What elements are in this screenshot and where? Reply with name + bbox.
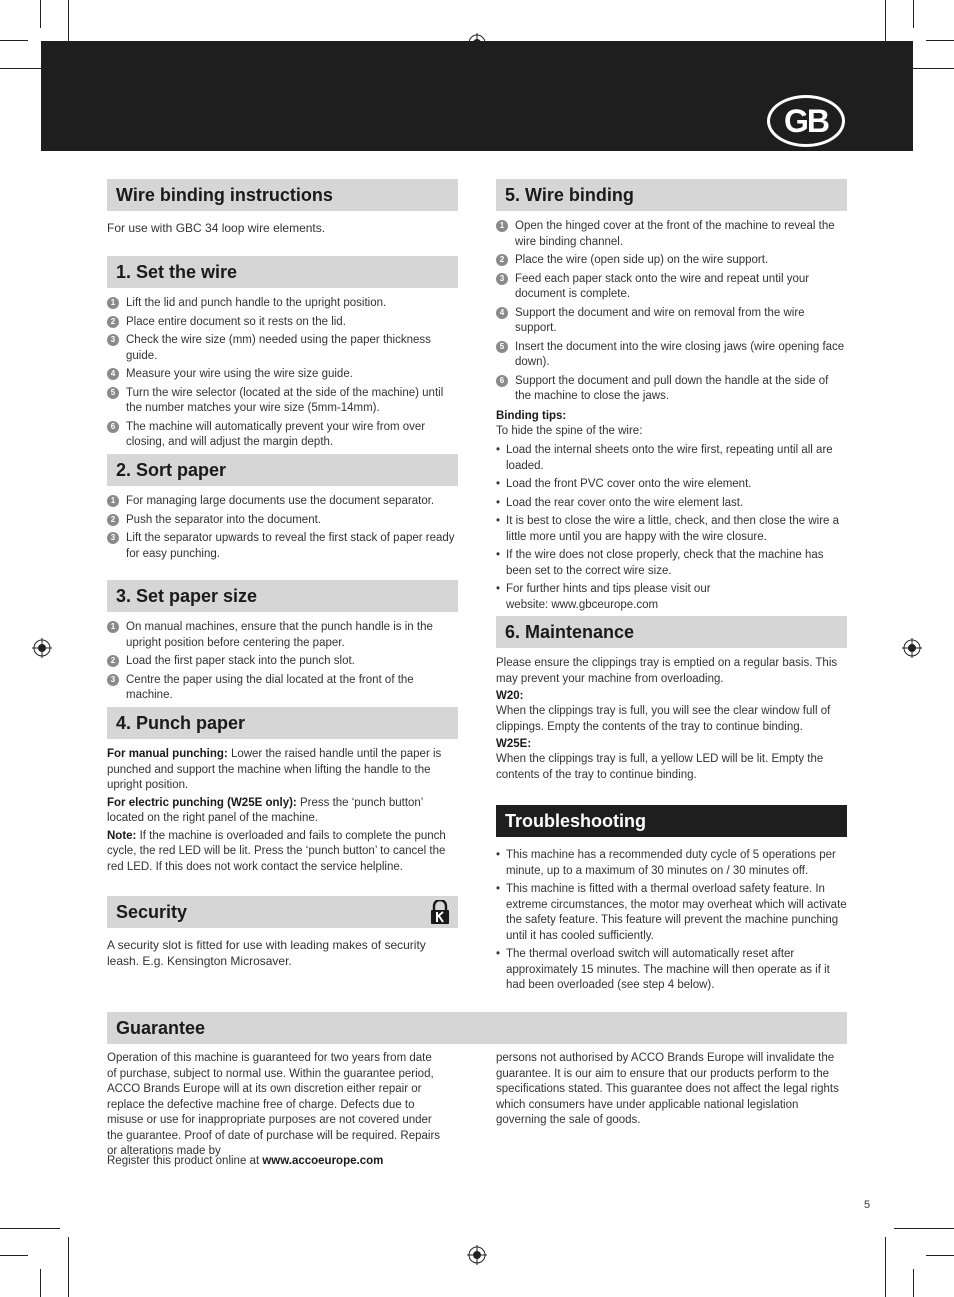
crop-mark xyxy=(40,0,41,28)
crop-mark xyxy=(0,1255,28,1256)
step-1-icon: 1 xyxy=(107,297,119,309)
section-sort-paper xyxy=(107,454,458,565)
crop-mark xyxy=(913,1269,914,1297)
manual-punching-text: For manual punching: Lower the raised handle until the paper is punched and support the machine when lifting the handle to the upright position. xyxy=(107,748,442,791)
crop-mark xyxy=(40,1269,41,1297)
crop-mark xyxy=(0,1228,60,1229)
country-badge: GB xyxy=(767,95,845,147)
w25e-label: W25E: xyxy=(496,738,532,750)
step-item: 6 Support the document and pull down the handle at the side of the machine to close the jaws. xyxy=(496,374,847,405)
step-list xyxy=(107,296,458,451)
step-6-icon: 6 xyxy=(107,421,119,433)
note-text: Note: If the machine is overloaded and fails to complete the punch cycle, the red LED will be lit. Press the ‘punch button’ to cancel the red LED. If this does not work contact the service helpline. xyxy=(107,829,446,873)
section-heading: Guarantee xyxy=(107,1012,847,1044)
section-heading: Troubleshooting xyxy=(496,805,847,837)
step-3-icon: 3 xyxy=(107,334,119,346)
list-item: • If the wire does not close properly, check that the machine has been set to the correct wire size. xyxy=(496,548,847,579)
section-heading: Security xyxy=(107,896,458,928)
step-4-icon: 4 xyxy=(496,307,508,319)
step-item: 3 Centre the paper using the dial located at the front of the machine. xyxy=(107,673,458,704)
intro-text: For use with GBC 34 loop wire elements. xyxy=(107,221,326,235)
step-item: 1 For managing large documents use the document separator. xyxy=(107,494,458,510)
maintenance-intro: Please ensure the clippings tray is emptied on a regular basis. This may prevent your machine from overloading. xyxy=(496,657,838,685)
step-list xyxy=(107,494,458,562)
register-text: Register this product online at www.accoeurope.com xyxy=(107,1155,384,1167)
step-item: 2 Place the wire (open side up) on the wire support. xyxy=(496,253,847,269)
left-column xyxy=(107,179,458,237)
section-wire-binding xyxy=(496,179,847,616)
kensington-lock-icon xyxy=(430,900,450,924)
step-2-icon: 2 xyxy=(107,316,119,328)
section-punch-paper xyxy=(107,707,458,877)
register-link[interactable]: www.accoeurope.com xyxy=(262,1155,384,1167)
section-heading: 2. Sort paper xyxy=(107,454,458,486)
step-1-icon: 1 xyxy=(107,495,119,507)
w20-label: W20: xyxy=(496,690,524,702)
security-text: A security slot is fitted for use with leading makes of security leash. E.g. Kensington Microsaver. xyxy=(107,938,426,968)
list-item: • Load the rear cover onto the wire element last. xyxy=(496,496,847,512)
section-heading: Wire binding instructions xyxy=(107,179,458,211)
list-item: • The thermal overload switch will automatically reset after approximately 15 minutes. The machine will then operate as if it had been overloaded (see step 4 below). xyxy=(496,947,847,994)
crop-mark xyxy=(894,1228,954,1229)
step-2-icon: 2 xyxy=(496,254,508,266)
list-item: • It is best to close the wire a little, check, and then close the wire a little more until you are happy with the wire closure. xyxy=(496,514,847,545)
step-list xyxy=(496,219,847,405)
troubleshooting-list xyxy=(496,848,847,994)
step-item: 2 Push the separator into the document. xyxy=(107,513,458,529)
section-troubleshooting xyxy=(496,805,847,997)
section-heading: 6. Maintenance xyxy=(496,616,847,648)
step-list xyxy=(107,620,458,704)
crop-mark xyxy=(68,1237,69,1297)
crop-mark xyxy=(926,1255,954,1256)
section-maintenance xyxy=(496,616,847,785)
crop-mark xyxy=(885,1237,886,1297)
page-number: 5 xyxy=(864,1199,871,1211)
w20-text: When the clippings tray is full, you will see the clear window full of clippings. Empty the contents of the tray to continue binding. xyxy=(496,705,831,733)
crop-mark xyxy=(0,40,28,41)
section-heading: 1. Set the wire xyxy=(107,256,458,288)
step-item: 3 Lift the separator upwards to reveal the first stack of paper ready for easy punching. xyxy=(107,531,458,562)
crop-mark xyxy=(913,0,914,28)
section-heading: 5. Wire binding xyxy=(496,179,847,211)
step-item: 4 Measure your wire using the wire size guide. xyxy=(107,367,458,383)
step-item: 3 Check the wire size (mm) needed using the paper thickness guide. xyxy=(107,333,458,364)
guarantee-text-right: persons not authorised by ACCO Brands Europe will invalidate the guarantee. It is our aim to ensure that our products perform to the specifications stated. This guarantee does not affect the legal rights which consumers have under applicable national legislation governing the sale of goods. xyxy=(496,1052,839,1126)
list-item: • Load the internal sheets onto the wire first, repeating until all are loaded. xyxy=(496,443,847,474)
section-heading: 4. Punch paper xyxy=(107,707,458,739)
step-item: 1 Lift the lid and punch handle to the upright position. xyxy=(107,296,458,312)
list-item: • For further hints and tips please visit our website: www.gbceurope.com xyxy=(496,582,847,613)
electric-punching-text: For electric punching (W25E only): Press the ‘punch button’ located on the right panel of the machine. xyxy=(107,796,423,824)
list-item: • This machine has a recommended duty cycle of 5 operations per minute, up to a maximum of 30 minutes on / 30 minutes off. xyxy=(496,848,847,879)
registration-mark-icon xyxy=(467,1245,487,1265)
step-item: 1 Open the hinged cover at the front of the machine to reveal the wire binding channel. xyxy=(496,219,847,250)
section-guarantee xyxy=(107,1012,847,1044)
binding-tips-label: Binding tips: xyxy=(496,409,567,422)
step-item: 5 Turn the wire selector (located at the side of the machine) until the number matches your wire size (5mm-14mm). xyxy=(107,386,458,417)
registration-mark-icon xyxy=(902,638,922,658)
step-item: 5 Insert the document into the wire closing jaws (wire opening face down). xyxy=(496,340,847,371)
step-item: 2 Load the first paper stack into the punch slot. xyxy=(107,654,458,670)
step-item: 2 Place entire document so it rests on the lid. xyxy=(107,315,458,331)
registration-mark-icon xyxy=(32,638,52,658)
step-item: 4 Support the document and wire on removal from the wire support. xyxy=(496,306,847,337)
section-security xyxy=(107,896,458,969)
step-3-icon: 3 xyxy=(496,273,508,285)
list-item: • This machine is fitted with a thermal overload safety feature. In extreme circumstances, the motor may overheat which will activate the safety feature. This feature will prevent the machine punching until it has cooled sufficiently. xyxy=(496,882,847,944)
header-banner xyxy=(41,41,913,151)
step-item: 6 The machine will automatically prevent your wire from over closing, and will adjust the margin depth. xyxy=(107,420,458,451)
step-2-icon: 2 xyxy=(107,514,119,526)
step-5-icon: 5 xyxy=(107,387,119,399)
guarantee-text-left: Operation of this machine is guaranteed for two years from date of purchase, subject to normal use. Within the guarantee period, ACCO Brands Europe will at its own discretion either repair or replace the defective machine free of charge. Defects due to misuse or use for inappropriate purposes are not covered under the guarantee. Proof of date of purchase will be required. Repairs or alterations made by xyxy=(107,1052,441,1157)
w25e-text: When the clippings tray is full, a yellow LED will be lit. Empty the contents of the tray to continue binding. xyxy=(496,753,824,781)
step-item: 3 Feed each paper stack onto the wire and repeat until your document is complete. xyxy=(496,272,847,303)
step-3-icon: 3 xyxy=(107,674,119,686)
step-1-icon: 1 xyxy=(107,621,119,633)
step-2-icon: 2 xyxy=(107,655,119,667)
binding-tips-intro: To hide the spine of the wire: xyxy=(496,424,643,437)
step-5-icon: 5 xyxy=(496,341,508,353)
tips-list xyxy=(496,443,847,613)
crop-mark xyxy=(926,40,954,41)
list-item: • Load the front PVC cover onto the wire element. xyxy=(496,477,847,493)
section-set-wire xyxy=(107,256,458,454)
step-1-icon: 1 xyxy=(496,220,508,232)
step-3-icon: 3 xyxy=(107,532,119,544)
section-heading: 3. Set paper size xyxy=(107,580,458,612)
step-item: 1 On manual machines, ensure that the punch handle is in the upright position before centering the paper. xyxy=(107,620,458,651)
section-set-paper-size xyxy=(107,580,458,707)
step-4-icon: 4 xyxy=(107,368,119,380)
step-6-icon: 6 xyxy=(496,375,508,387)
